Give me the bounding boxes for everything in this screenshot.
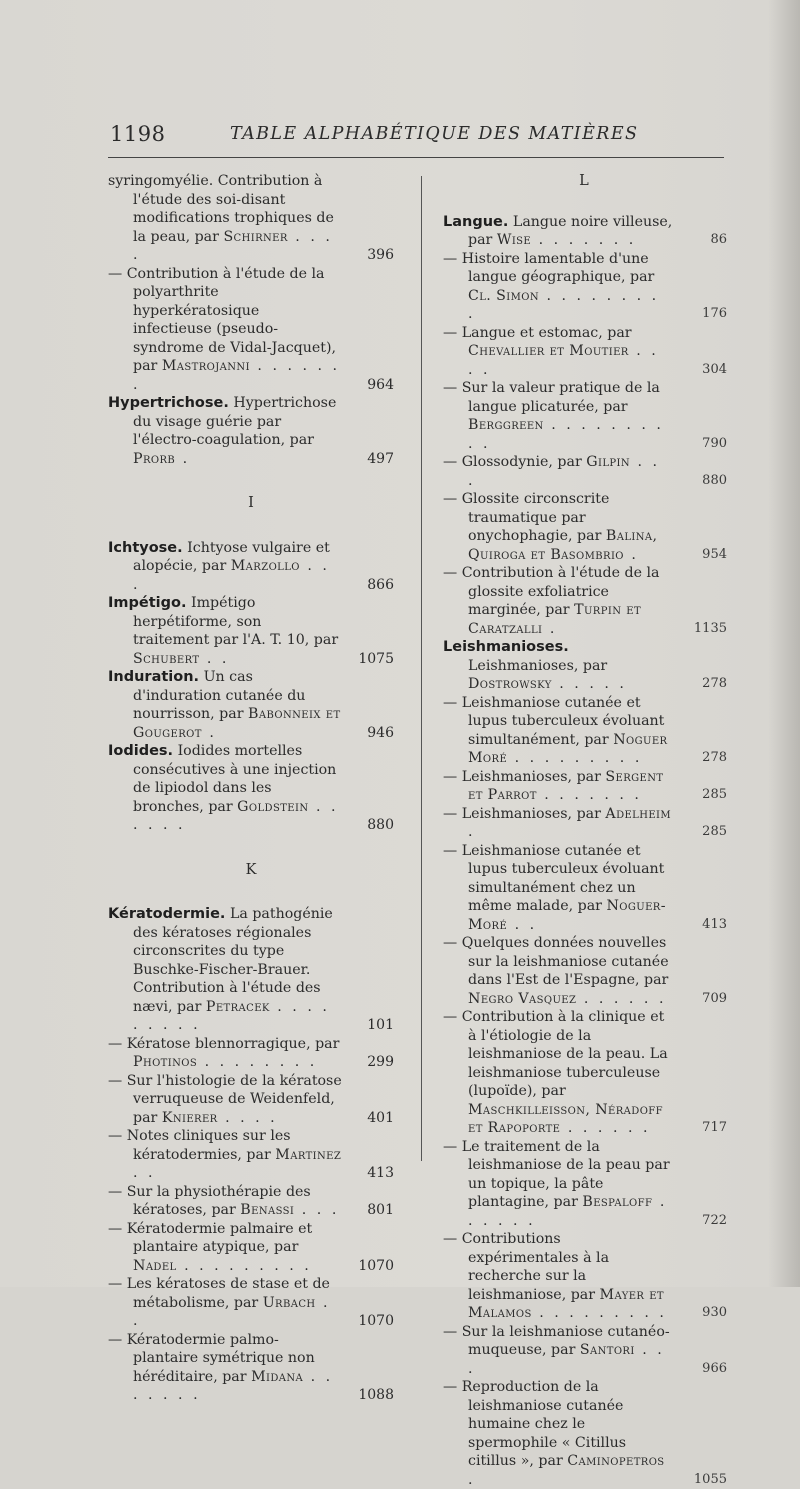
leader-dots: . . . xyxy=(294,1202,339,1218)
entry-body: Un cas d'induration cutanée du nourrisson, par xyxy=(133,669,305,722)
author: Balina, Quiroga et Basombrio xyxy=(468,528,657,563)
entry-body: Hypertrichose du visage guérie par l'électro-coagulation, par xyxy=(133,395,336,448)
author: Berggreen xyxy=(468,417,544,433)
page-ref: 1135 xyxy=(694,620,727,639)
running-title: TABLE ALPHABÉTIQUE DES MATIÈRES xyxy=(230,124,638,144)
page-ref: 946 xyxy=(367,724,394,743)
section-letter-l: L xyxy=(443,172,725,191)
index-entry xyxy=(443,1138,725,1231)
index-entry xyxy=(108,742,394,835)
headword: Impétigo. xyxy=(108,595,186,611)
leader-dots: . . . . . . . xyxy=(133,358,340,393)
page-ref: 1070 xyxy=(358,1312,394,1331)
header-rule xyxy=(108,157,724,158)
index-entry xyxy=(108,1127,394,1183)
entry-body: — Sur la valeur pratique de la langue plicaturée, par xyxy=(443,380,660,415)
index-entry xyxy=(108,1220,394,1276)
entry-body: — Notes cliniques sur les kératodermies, par xyxy=(108,1128,291,1163)
leader-dots: . . . . . . . . . xyxy=(532,1305,667,1321)
entry-body: — Sur l'histologie de la kératose verruqueuse de Weidenfeld, par xyxy=(108,1073,342,1126)
index-entry xyxy=(108,1072,394,1128)
page-ref: 278 xyxy=(702,749,727,768)
page-ref: 964 xyxy=(367,376,394,395)
entry-text xyxy=(443,768,673,805)
leader-dots: . xyxy=(468,1472,476,1488)
entry-text xyxy=(108,1127,342,1183)
section-letter-k: K xyxy=(108,861,394,880)
index-entry xyxy=(108,668,394,742)
index-entry xyxy=(443,1008,725,1138)
entry-text xyxy=(108,1035,342,1072)
leader-dots: . . . . . . xyxy=(133,799,339,834)
page-ref: 299 xyxy=(367,1053,394,1072)
page-ref: 880 xyxy=(702,472,727,491)
index-entry xyxy=(443,324,725,380)
entry-body: Langue noire villeuse, par xyxy=(468,214,672,249)
section-letter-i: I xyxy=(108,494,394,513)
index-entry xyxy=(108,594,394,668)
leader-dots: . . xyxy=(133,1295,331,1330)
index-entry xyxy=(443,1323,725,1379)
index-entry xyxy=(443,934,725,1008)
page-ref: 285 xyxy=(702,786,727,805)
leader-dots: . . . . xyxy=(468,343,659,378)
entry-body: — Contribution à la clinique et à l'étiologie de la leishmaniose de la peau. La leishmaniose tuberculeuse (lupoïde), par xyxy=(443,1009,668,1099)
page-ref: 930 xyxy=(702,1304,727,1323)
entry-text xyxy=(108,394,342,468)
leader-dots: . . . . . . xyxy=(560,1120,650,1136)
author: Urbach xyxy=(263,1295,316,1311)
page-ref: 1088 xyxy=(358,1386,394,1405)
author: Bespaloff xyxy=(582,1194,652,1210)
leader-dots: . . . . . . xyxy=(468,1194,667,1229)
index-entry xyxy=(443,768,725,805)
entry-body: — Leishmanioses, par xyxy=(443,806,605,822)
entry-body: — Langue et estomac, par xyxy=(443,325,632,341)
leader-dots: . . . . xyxy=(218,1110,278,1126)
page-ref: 722 xyxy=(702,1212,727,1231)
index-entry xyxy=(108,1183,394,1220)
page-ref: 176 xyxy=(702,305,727,324)
leader-dots: . . . . . . . xyxy=(133,1369,333,1404)
entry-text xyxy=(443,1378,673,1489)
index-entry xyxy=(108,539,394,595)
page-ref: 709 xyxy=(702,990,727,1009)
entry-text xyxy=(443,564,673,638)
entry-text xyxy=(443,1230,673,1323)
author: Noguer Moré xyxy=(468,732,667,767)
entry-body: — Leishmanioses, par xyxy=(443,769,605,785)
page-ref: 866 xyxy=(367,576,394,595)
author: Cl. Simon xyxy=(468,288,539,304)
entry-text xyxy=(443,638,673,694)
page-header xyxy=(108,122,724,152)
entry-text xyxy=(108,265,342,395)
page-ref: 497 xyxy=(367,450,394,469)
entry-text xyxy=(443,1323,673,1379)
index-entry xyxy=(443,213,725,250)
author: Babonneix et Gougerot xyxy=(133,706,341,741)
entry-text xyxy=(443,453,673,490)
author: Chevallier et Moutier xyxy=(468,343,629,359)
leader-dots: . . . . . . . . . xyxy=(133,999,330,1034)
entry-body: Leishmanioses, par xyxy=(468,658,607,674)
page-ref: 101 xyxy=(367,1016,394,1035)
entry-body: — Contributions expérimentales à la recherche sur la leishmaniose, par xyxy=(443,1231,609,1303)
leader-dots: . xyxy=(542,621,557,637)
leader-dots: . . . . . . . . . . xyxy=(468,417,664,452)
entry-text xyxy=(443,694,673,768)
page-ref: 401 xyxy=(367,1109,394,1128)
leader-dots: . . . . . xyxy=(552,676,627,692)
entry-text xyxy=(443,250,673,324)
headword: Iodides. xyxy=(108,743,173,759)
author: Schubert xyxy=(133,651,199,667)
entry-text xyxy=(443,324,673,380)
author: Maschkilleisson, Néradoff et Rapoporte xyxy=(468,1102,663,1137)
entry-body: La pathogénie des kératoses régionales circonscrites du type Buschke-Fischer-Brauer. Contribution à l'étude des nævi, par xyxy=(133,906,333,1015)
entry-body: — Kératose blennorragique, par xyxy=(108,1036,339,1052)
entry-text xyxy=(108,742,342,835)
entry-body: — Leishmaniose cutanée et lupus tuberculeux évoluant simultanément, par xyxy=(443,695,664,748)
leader-dots: . . xyxy=(507,917,537,933)
entries-h xyxy=(108,172,394,468)
entry-body: — Histoire lamentable d'une langue géographique, par xyxy=(443,251,654,286)
page-ref: 1075 xyxy=(358,650,394,669)
leader-dots: . xyxy=(175,451,190,467)
page-ref: 790 xyxy=(702,435,727,454)
entry-text xyxy=(108,539,342,595)
headword: Langue. xyxy=(443,214,508,230)
author: Noguer-Moré xyxy=(468,898,666,933)
index-entry xyxy=(443,250,725,324)
leader-dots: . . . xyxy=(133,558,330,593)
page-ref: 880 xyxy=(367,816,394,835)
entry-text xyxy=(443,379,673,453)
page-ref: 801 xyxy=(367,1201,394,1220)
leader-dots: . xyxy=(468,824,476,840)
page-ref: 304 xyxy=(702,361,727,380)
page-ref: 413 xyxy=(702,916,727,935)
author: Photinos xyxy=(133,1054,197,1070)
index-entry xyxy=(108,172,394,265)
index-entry xyxy=(108,1331,394,1405)
entry-text xyxy=(443,490,673,564)
author: Santori xyxy=(580,1342,635,1358)
leader-dots: . . . . . . . . xyxy=(197,1054,317,1070)
column-divider xyxy=(421,176,422,1161)
entry-body: — Glossodynie, par xyxy=(443,454,586,470)
entry-body: syringomyélie. Contribution à l'étude des soi-disant modifications trophiques de la peau, par xyxy=(108,173,334,245)
index-entry xyxy=(108,1275,394,1331)
entry-text xyxy=(108,1331,342,1405)
page-ref: 954 xyxy=(702,546,727,565)
headword: Ichtyose. xyxy=(108,540,183,556)
entry-body: Impétigo herpétiforme, son traitement par l'A. T. 10, par xyxy=(133,595,338,648)
entry-text xyxy=(108,594,342,668)
author: Caminopetros xyxy=(567,1453,664,1469)
index-entry xyxy=(443,1378,725,1489)
left-column xyxy=(108,172,394,1405)
index-entry xyxy=(108,265,394,395)
entry-body: Iodides mortelles consécutives à une injection de lipiodol dans les bronches, par xyxy=(133,743,336,815)
entry-body: — Contribution à l'étude de la glossite exfoliatrice marginée, par xyxy=(443,565,660,618)
page-ref: 278 xyxy=(702,675,727,694)
leader-dots: . . xyxy=(133,1165,156,1181)
index-entry xyxy=(443,564,725,638)
entries-k xyxy=(108,905,394,1405)
index-entry xyxy=(443,638,725,694)
leader-dots: . . . . . . . . . xyxy=(507,750,642,766)
author: Schirner xyxy=(223,229,287,245)
entry-text xyxy=(108,172,342,265)
entry-body: — Kératodermie palmaire et plantaire atypique, par xyxy=(108,1221,312,1256)
right-column xyxy=(443,172,725,1489)
index-entry xyxy=(108,1035,394,1072)
entry-body: — Quelques données nouvelles sur la leishmaniose cutanée dans l'Est de l'Espagne, par xyxy=(443,935,669,988)
leader-dots: . xyxy=(202,725,217,741)
entry-body: — Le traitement de la leishmaniose de la peau par un topique, la pâte plantagine, par xyxy=(443,1139,670,1211)
entry-text xyxy=(108,1183,342,1220)
entry-text xyxy=(108,1275,342,1331)
index-entry xyxy=(443,805,725,842)
author: Nadel xyxy=(133,1258,177,1274)
page-ref: 86 xyxy=(710,231,727,250)
leader-dots: . . . xyxy=(468,1342,665,1377)
index-entry xyxy=(108,394,394,468)
author: Benassi xyxy=(240,1202,294,1218)
entry-text xyxy=(443,1138,673,1231)
entry-body: — Sur la leishmaniose cutanéo-muqueuse, par xyxy=(443,1324,670,1359)
entry-body: Ichtyose vulgaire et alopécie, par xyxy=(133,540,330,575)
index-entry xyxy=(108,905,394,1035)
author: Marzollo xyxy=(231,558,300,574)
index-entry xyxy=(443,453,725,490)
leader-dots: . . xyxy=(199,651,229,667)
page-number: 1198 xyxy=(110,122,165,146)
author: Goldstein xyxy=(237,799,308,815)
headword: Leishmanioses. xyxy=(443,639,569,655)
entry-text xyxy=(443,805,673,842)
leader-dots: . . . . . . . . . xyxy=(468,288,659,323)
page-ref: 966 xyxy=(702,1360,727,1379)
author: Petracek xyxy=(206,999,270,1015)
entries-l xyxy=(443,213,725,1489)
author: Mastrojanni xyxy=(162,358,250,374)
author: Turpin et Caratzalli xyxy=(468,602,641,637)
leader-dots: . . . . . . . xyxy=(537,787,642,803)
leader-dots: . xyxy=(624,547,639,563)
page-ref: 1055 xyxy=(694,1471,727,1489)
page-ref: 1070 xyxy=(358,1257,394,1276)
author: Midana xyxy=(251,1369,303,1385)
entry-body: — Les kératoses de stase et de métabolisme, par xyxy=(108,1276,330,1311)
entry-text xyxy=(443,213,673,250)
entry-text xyxy=(443,842,673,935)
leader-dots: . . . . . . xyxy=(576,991,666,1007)
index-entry xyxy=(443,490,725,564)
entry-body: — Kératodermie palmo-plantaire symétrique non héréditaire, par xyxy=(108,1332,315,1385)
headword: Induration. xyxy=(108,669,199,685)
page-ref: 285 xyxy=(702,823,727,842)
leader-dots: . . . . . . . . . xyxy=(177,1258,312,1274)
author: Dostrowsky xyxy=(468,676,552,692)
entry-body: — Sur la physiothérapie des kératoses, par xyxy=(108,1184,311,1219)
author: Gilpin xyxy=(586,454,630,470)
index-entry xyxy=(443,694,725,768)
page-ref: 717 xyxy=(702,1119,727,1138)
author: Martinez xyxy=(275,1147,341,1163)
leader-dots: . . . . . . . xyxy=(531,232,636,248)
entry-text xyxy=(108,1220,342,1276)
author: Wise xyxy=(497,232,531,248)
entry-text xyxy=(108,668,342,742)
author: Knierer xyxy=(162,1110,218,1126)
entry-body: — Reproduction de la leishmaniose cutanée humaine chez le spermophile « Citillus citillus », par xyxy=(443,1379,626,1469)
entry-text xyxy=(108,1072,342,1128)
entry-text xyxy=(443,1008,673,1138)
page-ref: 396 xyxy=(367,246,394,265)
author: Negro Vasquez xyxy=(468,991,576,1007)
headword: Hypertrichose. xyxy=(108,395,229,411)
index-entry xyxy=(443,842,725,935)
entry-body: — Contribution à l'étude de la polyarthrite hyperkératosique infectieuse (pseudo-syndrome de Vidal-Jacquet), par xyxy=(108,266,336,375)
author: Sergent et Parrot xyxy=(468,769,663,804)
leader-dots: . . . . xyxy=(133,229,333,264)
headword: Kératodermie. xyxy=(108,906,225,922)
page-ref: 413 xyxy=(367,1164,394,1183)
author: Prorb xyxy=(133,451,175,467)
entries-i xyxy=(108,539,394,835)
entry-body: — Glossite circonscrite traumatique par onychophagie, par xyxy=(443,491,609,544)
entry-text xyxy=(443,934,673,1008)
entry-body: — Leishmaniose cutanée et lupus tuberculeux évoluant simultanément chez un même malade, par xyxy=(443,843,664,915)
index-entry xyxy=(443,379,725,453)
author: Mayer et Malamos xyxy=(468,1287,664,1322)
author: Adelheim xyxy=(605,806,671,822)
index-entry xyxy=(443,1230,725,1323)
entry-text xyxy=(108,905,342,1035)
leader-dots: . . . xyxy=(468,454,660,489)
